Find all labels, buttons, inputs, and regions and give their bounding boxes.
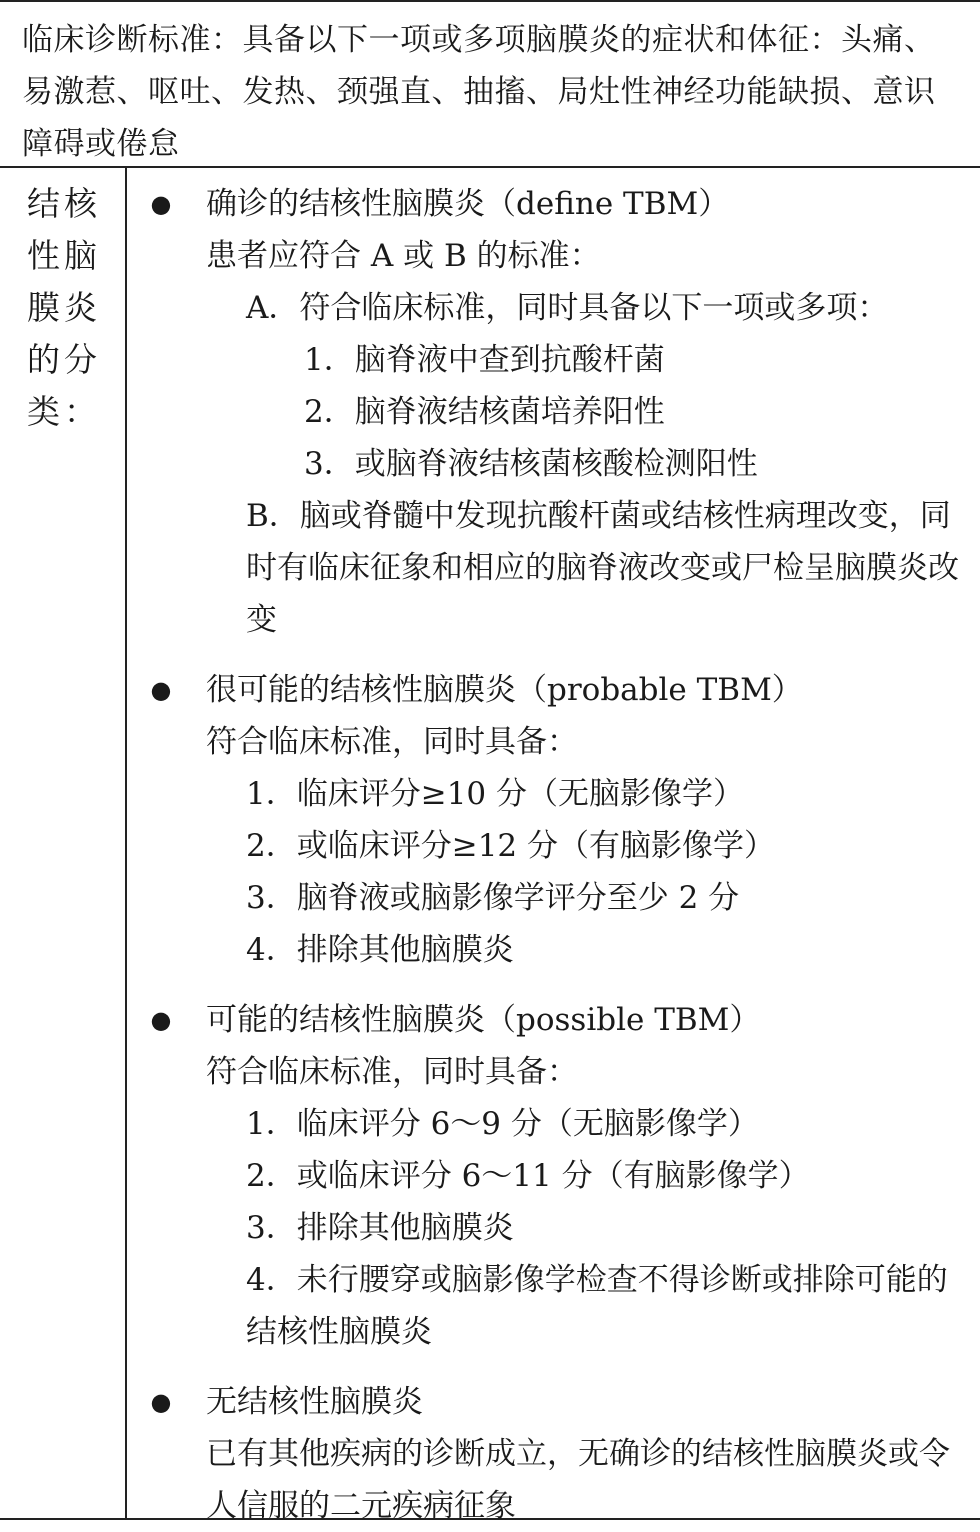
label-line: 类：: [27, 392, 101, 431]
bullet-icon: ●: [150, 676, 172, 704]
category-intro: 符合临床标准，同时具备：: [206, 1054, 578, 1090]
list-item: 1．脑脊液中查到抗酸杆菌: [304, 342, 665, 378]
list-item: 2．脑脊液结核菌培养阳性: [304, 394, 665, 430]
category-intro: 已有其他疾病的诊断成立，无确诊的结核性脑膜炎或令人信服的二元疾病征象: [206, 1436, 950, 1524]
list-item: 3．或脑脊液结核菌核酸检测阳性: [304, 446, 758, 482]
category-possible-tbm: [150, 994, 965, 1358]
column-divider: [125, 167, 127, 1520]
label-line: 结核: [27, 184, 101, 223]
list-item: 2．或临床评分≥12 分（有脑影像学）: [246, 828, 775, 864]
list-item: 3．排除其他脑膜炎: [246, 1210, 514, 1246]
label-line: 性脑: [27, 236, 101, 275]
list-item: 4．未行腰穿或脑影像学检查不得诊断或排除可能的结核性脑膜炎: [246, 1262, 948, 1350]
category-title: 无结核性脑膜炎: [206, 1384, 423, 1420]
category-title: 确诊的结核性脑膜炎（define TBM）: [206, 186, 730, 222]
list-item: 4．排除其他脑膜炎: [246, 932, 514, 968]
clinical-criteria-text: 临床诊断标准：具备以下一项或多项脑膜炎的症状和体征：头痛、易激惹、呕吐、发热、颈强直、抽搐、局灶性神经功能缺损、意识障碍或倦怠: [22, 22, 936, 162]
criterion-b: B．脑或脊髓中发现抗酸杆菌或结核性病理改变，同时有临床征象和相应的脑脊液改变或尸检呈脑膜炎改变: [246, 498, 959, 638]
list-item: 1．临床评分 6～9 分（无脑影像学）: [246, 1106, 759, 1142]
list-item: 2．或临床评分 6～11 分（有脑影像学）: [246, 1158, 810, 1194]
category-intro: 符合临床标准，同时具备：: [206, 724, 578, 760]
bullet-icon: ●: [150, 1388, 172, 1416]
category-probable-tbm: [150, 664, 965, 976]
category-no-tbm: [150, 1376, 965, 1532]
bullet-icon: ●: [150, 190, 172, 218]
category-title: 可能的结核性脑膜炎（possible TBM）: [206, 1002, 761, 1038]
top-border: [0, 0, 980, 2]
label-line: 膜炎: [27, 288, 101, 327]
classification-label: [24, 178, 104, 438]
bullet-icon: ●: [150, 1006, 172, 1034]
category-title: 很可能的结核性脑膜炎（probable TBM）: [206, 672, 803, 708]
list-item: 3．脑脊液或脑影像学评分至少 2 分: [246, 880, 740, 916]
category-intro: 患者应符合 A 或 B 的标准：: [206, 238, 601, 274]
classification-list: [150, 178, 965, 1532]
list-item: 1．临床评分≥10 分（无脑影像学）: [246, 776, 744, 812]
label-line: 的分: [27, 340, 101, 379]
category-definite-tbm: [150, 178, 965, 646]
criterion-a: A．符合临床标准，同时具备以下一项或多项：: [246, 290, 889, 326]
